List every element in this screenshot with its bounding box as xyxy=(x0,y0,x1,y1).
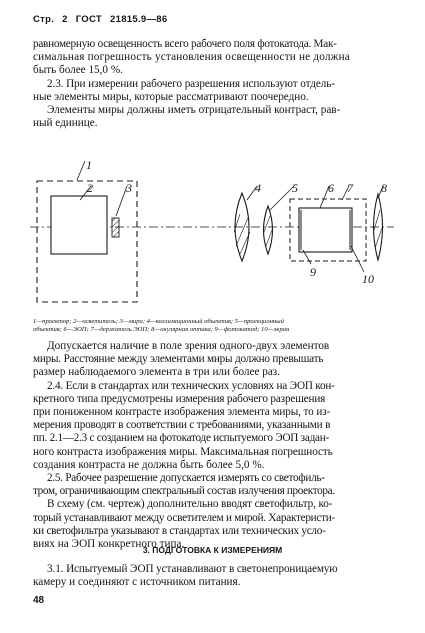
text-line: В схему (см. чертеж) дополнительно вводят светофильтр, ко- xyxy=(47,498,333,511)
header-page-label: Стр. xyxy=(33,14,55,25)
label-1: 1 xyxy=(86,158,92,172)
text-line: ки светофильтра указывают в стандартах или технических усло- xyxy=(33,524,326,537)
header-standard: ГОСТ xyxy=(75,14,103,25)
text-line: Элементы миры должны иметь отрицательный контраст, рав- xyxy=(47,104,341,117)
page-number: 48 xyxy=(33,595,45,606)
label-7: 7 xyxy=(347,181,353,195)
text-line: 2.3. При измерении рабочего разрешения используют отдель- xyxy=(47,77,335,90)
label-4: 4 xyxy=(255,181,261,195)
mira xyxy=(112,218,119,237)
text-line: виях на ЭОП конкретного типа. xyxy=(33,538,185,551)
text-line: ные элементы миры, которые рассматривают поочередно. xyxy=(33,90,309,103)
label-10: 10 xyxy=(362,272,374,286)
text-line: 3.1. Испытуемый ЭОП устанавливают в светонепроницаемую xyxy=(47,563,338,575)
image-tube xyxy=(299,208,352,252)
text-line: пп. 2.1—2.3 с созданием на фотокатоде испытуемого ЭОП задан- xyxy=(33,432,329,445)
paragraph-middle xyxy=(33,340,393,551)
text-line: Допускается наличие в поле зрения одного-двух элементов xyxy=(47,340,330,352)
optical-scheme-diagram xyxy=(28,158,396,316)
text-line: быть более 15,0 %. xyxy=(33,64,123,77)
text-line: ного контраста изображения миры. Максимальная погрешность xyxy=(33,445,333,458)
text-line: равномерную освещенность всего рабочего поля фотокатода. Мак- xyxy=(33,38,337,50)
header-standard-code: 21815.9—86 xyxy=(110,14,168,25)
caption-line: 1—проектор; 2—осветитель; 3—мира; 4—коллимационный объектив; 5—проекционный xyxy=(33,318,284,325)
text-line: ный единице. xyxy=(33,117,98,130)
section-heading: 3. ПОДГОТОВКА К ИЗМЕРЕНИЯМ xyxy=(142,545,283,555)
label-5: 5 xyxy=(292,181,298,195)
text-line: при пониженном контрасте изображения элемента миры, то из- xyxy=(33,406,331,419)
label-6: 6 xyxy=(328,181,334,195)
text-line: создания контраста не должна быть более 5,0 %. xyxy=(33,458,265,471)
page-header xyxy=(33,14,175,25)
paragraph-bottom xyxy=(33,563,393,589)
text-line: мерения проводят в соответствии с требованиями, указанными в xyxy=(33,419,331,432)
text-line: размер наблюдаемого элемента в три или более раз. xyxy=(33,366,281,379)
illuminator xyxy=(51,196,107,254)
text-line: 2.4. Если в стандартах или технических условиях на ЭОП кон- xyxy=(47,379,335,392)
label-2: 2 xyxy=(87,181,93,195)
text-line: миры. Расстояние между элементами миры должно превышать xyxy=(33,353,324,366)
label-8: 8 xyxy=(381,181,387,195)
text-line: кретного типа предусмотрены измерения рабочего разрешения xyxy=(33,392,326,405)
text-line: симальная погрешность установления освещенности не должна xyxy=(33,51,350,64)
caption-line: объектив; 6—ЭОП; 7—держатель ЭОП; 8—окулярная оптика; 9—фотокатод; 10—экран xyxy=(33,326,290,333)
text-line: тром, ограничивающим спектральный состав излучения проектора. xyxy=(33,485,335,498)
text-line: камеру и соединяют с источником питания. xyxy=(33,576,241,589)
figure-caption xyxy=(33,318,393,334)
label-3: 3 xyxy=(126,181,132,195)
paragraph-top xyxy=(33,38,393,130)
text-line: 2.5. Рабочее разрешение допускается измерять со светофиль- xyxy=(47,472,325,485)
text-line: торый устанавливают между осветителем и мирой. Характеристи- xyxy=(33,511,335,524)
label-9: 9 xyxy=(310,265,316,279)
header-page-number: 2 xyxy=(62,14,68,25)
